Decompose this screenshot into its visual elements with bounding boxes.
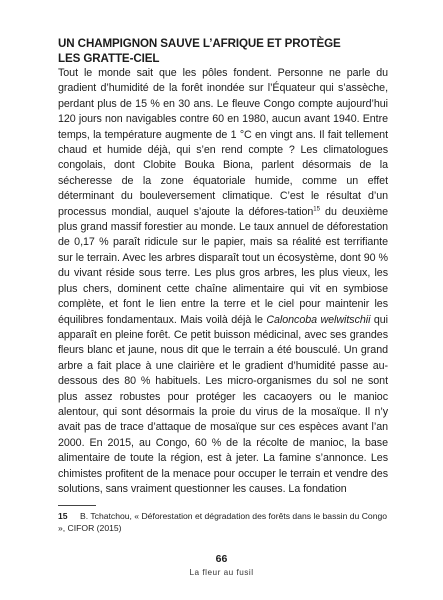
species-name: Caloncoba welwitschii xyxy=(266,313,371,326)
footnote-number: 15 xyxy=(58,511,68,521)
title-line-2: LES GRATTE-CIEL xyxy=(58,52,160,65)
page-number: 66 xyxy=(215,553,228,565)
title-line-1: UN CHAMPIGNON SAUVE L’AFRIQUE ET PROTÈGE xyxy=(58,37,341,50)
body-text-part-2: du deuxième plus grand massif forestier au monde. Le taux annuel de déforestation de 0,17 % paraît ridicule sur le papier, mais sa réalité est terrifiante sur le terrain. Avec les arbres disparaît tout un écosystème, dont 90 % du vivant réside sous terre. Les plus gros arbres, les plus vieux, les plus chers, dominent cette chaîne alimentaire qui vit en symbiose complète, et font le lien entre la terre et le ciel pour maintenir les équilibres fondamentaux. Mais voilà déjà le xyxy=(58,205,388,326)
footnote xyxy=(58,511,388,534)
body-text-part-1: Tout le monde sait que les pôles fondent. Personne ne parle du gradient d’humidité de la forêt inondée sur l’Équateur qui s’assèche, perdant plus de 15 % en 30 ans. Le fleuve Congo compte aujourd’hui 120 jours non navigables contre 60 en 1980, aucun avant 1940. Entre temps, la température augmente de 1 °C en vingt ans. Il fait tellement chaud et humide déjà, qui s’en rend compte ? Les climatologues congolais, dont Clobite Bouka Biona, parlent désormais de la sécheresse de la zone équatoriale humide, comme un effet déterminant du bouleversement climatique. C’est le résultat d’un processus mondial, auquel s’ajoute la défores-tation xyxy=(58,67,388,218)
footnote-reference[interactable]: 15 xyxy=(313,206,320,213)
section-title xyxy=(58,36,388,66)
page-content xyxy=(58,36,388,497)
running-footer: La fleur au fusil xyxy=(189,568,254,577)
body-paragraph xyxy=(58,66,388,497)
body-text-part-3: qui apparaît en pleine forêt. Ce petit buisson médicinal, avec ses grandes fleurs blanc et jaune, nous dit que le terrain a été bousculé. Un grand arbre a fait place à une clairière et le gradient d’humidité passe au-dessous des 80 % habituels. Les micro-organismes du sol ne sont plus assez robustes pour protéger les cacaoyers ou le manioc alentour, qui sont désormais la proie du virus de la mosaïque. Il n’y avait pas de trace d’attaque de mosaïque sur ces espèces avant l’an 2000. En 2015, au Congo, 60 % de la récolte de manioc, la base alimentaire de toute la région, est à jeter. La famine s’annonce. Les chimistes profitent de la menace pour occuper le terrain et vendre des solutions, sans vraiment questionner les causes. La fondation xyxy=(58,313,388,495)
footnote-text: B. Tchatchou, « Déforestation et dégradation des forêts dans le bassin du Congo », CIFOR (2015) xyxy=(58,511,388,533)
footnote-divider xyxy=(58,505,96,506)
